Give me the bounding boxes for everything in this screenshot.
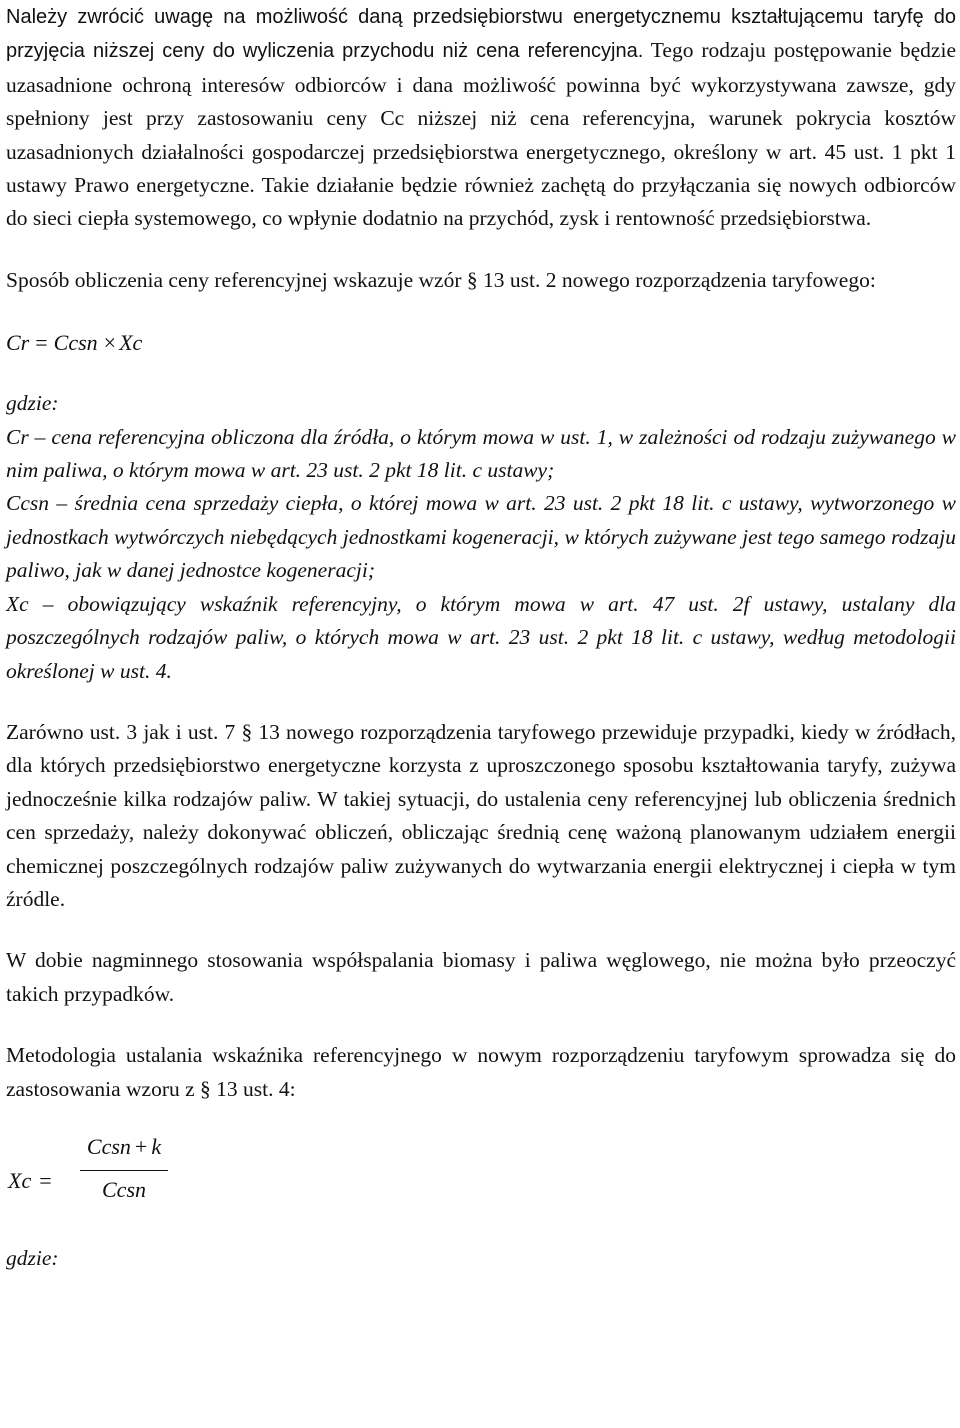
formula-cr: Cr — [6, 330, 30, 356]
where-label: gdzie: — [6, 391, 59, 416]
paragraph-multiple-fuels: Zarówno ust. 3 jak i ust. 7 § 13 nowego rozporządzenia taryfowego przewiduje przypadki, kiedy w źródłach, dla których przedsiębiorstwo energetyczne korzysta z uproszczonego sposobu kształtowania taryfy, zużywa jednocześnie kilka rodzajów paliw. W takiej sytuacji, do ustalenia ceny referencyjnej lub obliczenia średnich cen sprzedaży, należy dokonywać obliczeń, obliczając średnią cenę ważoną planowanym udziałem energii chemicznej poszczególnych rodzajów paliw zużywanych do wytwarzania energii elektrycznej i ciepła w tym źródle. — [6, 719, 956, 911]
numerator-ccsn: Ccsn — [86, 1133, 131, 1159]
fraction-denominator: Ccsn — [102, 1176, 146, 1202]
document-page — [6, 0, 956, 1275]
formula-index-equals: = — [39, 1167, 52, 1193]
formula-index-xc: Xc — [8, 1167, 32, 1193]
formula-xc: Xc — [119, 330, 143, 356]
paragraph-reference-price-method: Sposób obliczenia ceny referencyjnej wskazuje wzór § 13 ust. 2 nowego rozporządzenia taryfowego: — [6, 267, 876, 292]
paragraph-intro — [6, 0, 956, 236]
definitions-list — [6, 421, 956, 688]
where-label-2: gdzie: — [6, 1245, 59, 1270]
numerator-plus: + — [134, 1133, 148, 1159]
formula-ccsn: Ccsn — [53, 330, 98, 356]
formula-times: × — [103, 330, 117, 356]
definition-cr: Cr – cena referencyjna obliczona dla źródła, o którym mowa w ust. 1, w zależności od rodzaju zużywanego w nim paliwa, o którym mowa w art. 23 ust. 2 pkt 18 lit. c ustawy; — [6, 424, 956, 483]
formula-equals: = — [35, 330, 48, 356]
formula-index-lhs — [8, 1168, 52, 1194]
paragraph-intro-text: Tego rodzaju postępowanie będzie uzasadnione ochroną interesów odbiorców i dana możliwość powinna być wykorzystywana zawsze, gdy spełniony jest przy zastosowaniu ceny Cc niższej niż cena referencyjna, warunek pokrycia kosztów uzasadnionych działalności gospodarczej przedsiębiorstwa energetycznego, określony w art. 45 ust. 1 pkt 1 ustawy Prawo energetyczne. Takie działanie będzie również zachętą do przyłączania się nowych odbiorców do sieci ciepła systemowego, co wpłynie dodatnio na przychód, zysk i rentowność przedsiębiorstwa. — [6, 38, 956, 231]
paragraph-intro-sans-text: Należy zwrócić uwagę na możliwość daną przedsiębiorstwu energetycznemu kształtującemu taryfę do przyjęcia niższej ceny do wyliczenia przychodu niż cena referencyjna. — [6, 6, 956, 63]
fraction-bar — [80, 1170, 168, 1171]
formula-fraction — [80, 1132, 168, 1205]
definition-ccsn: Ccsn – średnia cena sprzedaży ciepła, o której mowa w art. 23 ust. 2 pkt 18 lit. c ustawy, wytworzonego w jednostkach wytwórczych niebędących jednostkami kogeneracji, w których zużywane jest tego samego rodzaju paliwo, jak w danej jednostce kogeneracji; — [6, 491, 956, 583]
formula-reference-index — [6, 1132, 956, 1224]
fraction-numerator — [80, 1132, 168, 1162]
numerator-k: k — [151, 1133, 162, 1159]
definition-xc: Xc – obowiązujący wskaźnik referencyjny, o którym mowa w art. 47 ust. 2f ustawy, ustalany dla poszczególnych rodzajów paliw, o których mowa w art. 23 ust. 2 pkt 18 lit. c ustawy, według metodologii określonej w ust. 4. — [6, 591, 956, 683]
paragraph-methodology: Metodologia ustalania wskaźnika referencyjnego w nowym rozporządzeniu taryfowym sprowadza się do zastosowania wzoru z § 13 ust. 4: — [6, 1043, 956, 1101]
paragraph-cofiring: W dobie nagminnego stosowania współspalania biomasy i paliwa węglowego, nie można było przeoczyć takich przypadków. — [6, 948, 956, 1006]
formula-reference-price — [6, 325, 956, 361]
